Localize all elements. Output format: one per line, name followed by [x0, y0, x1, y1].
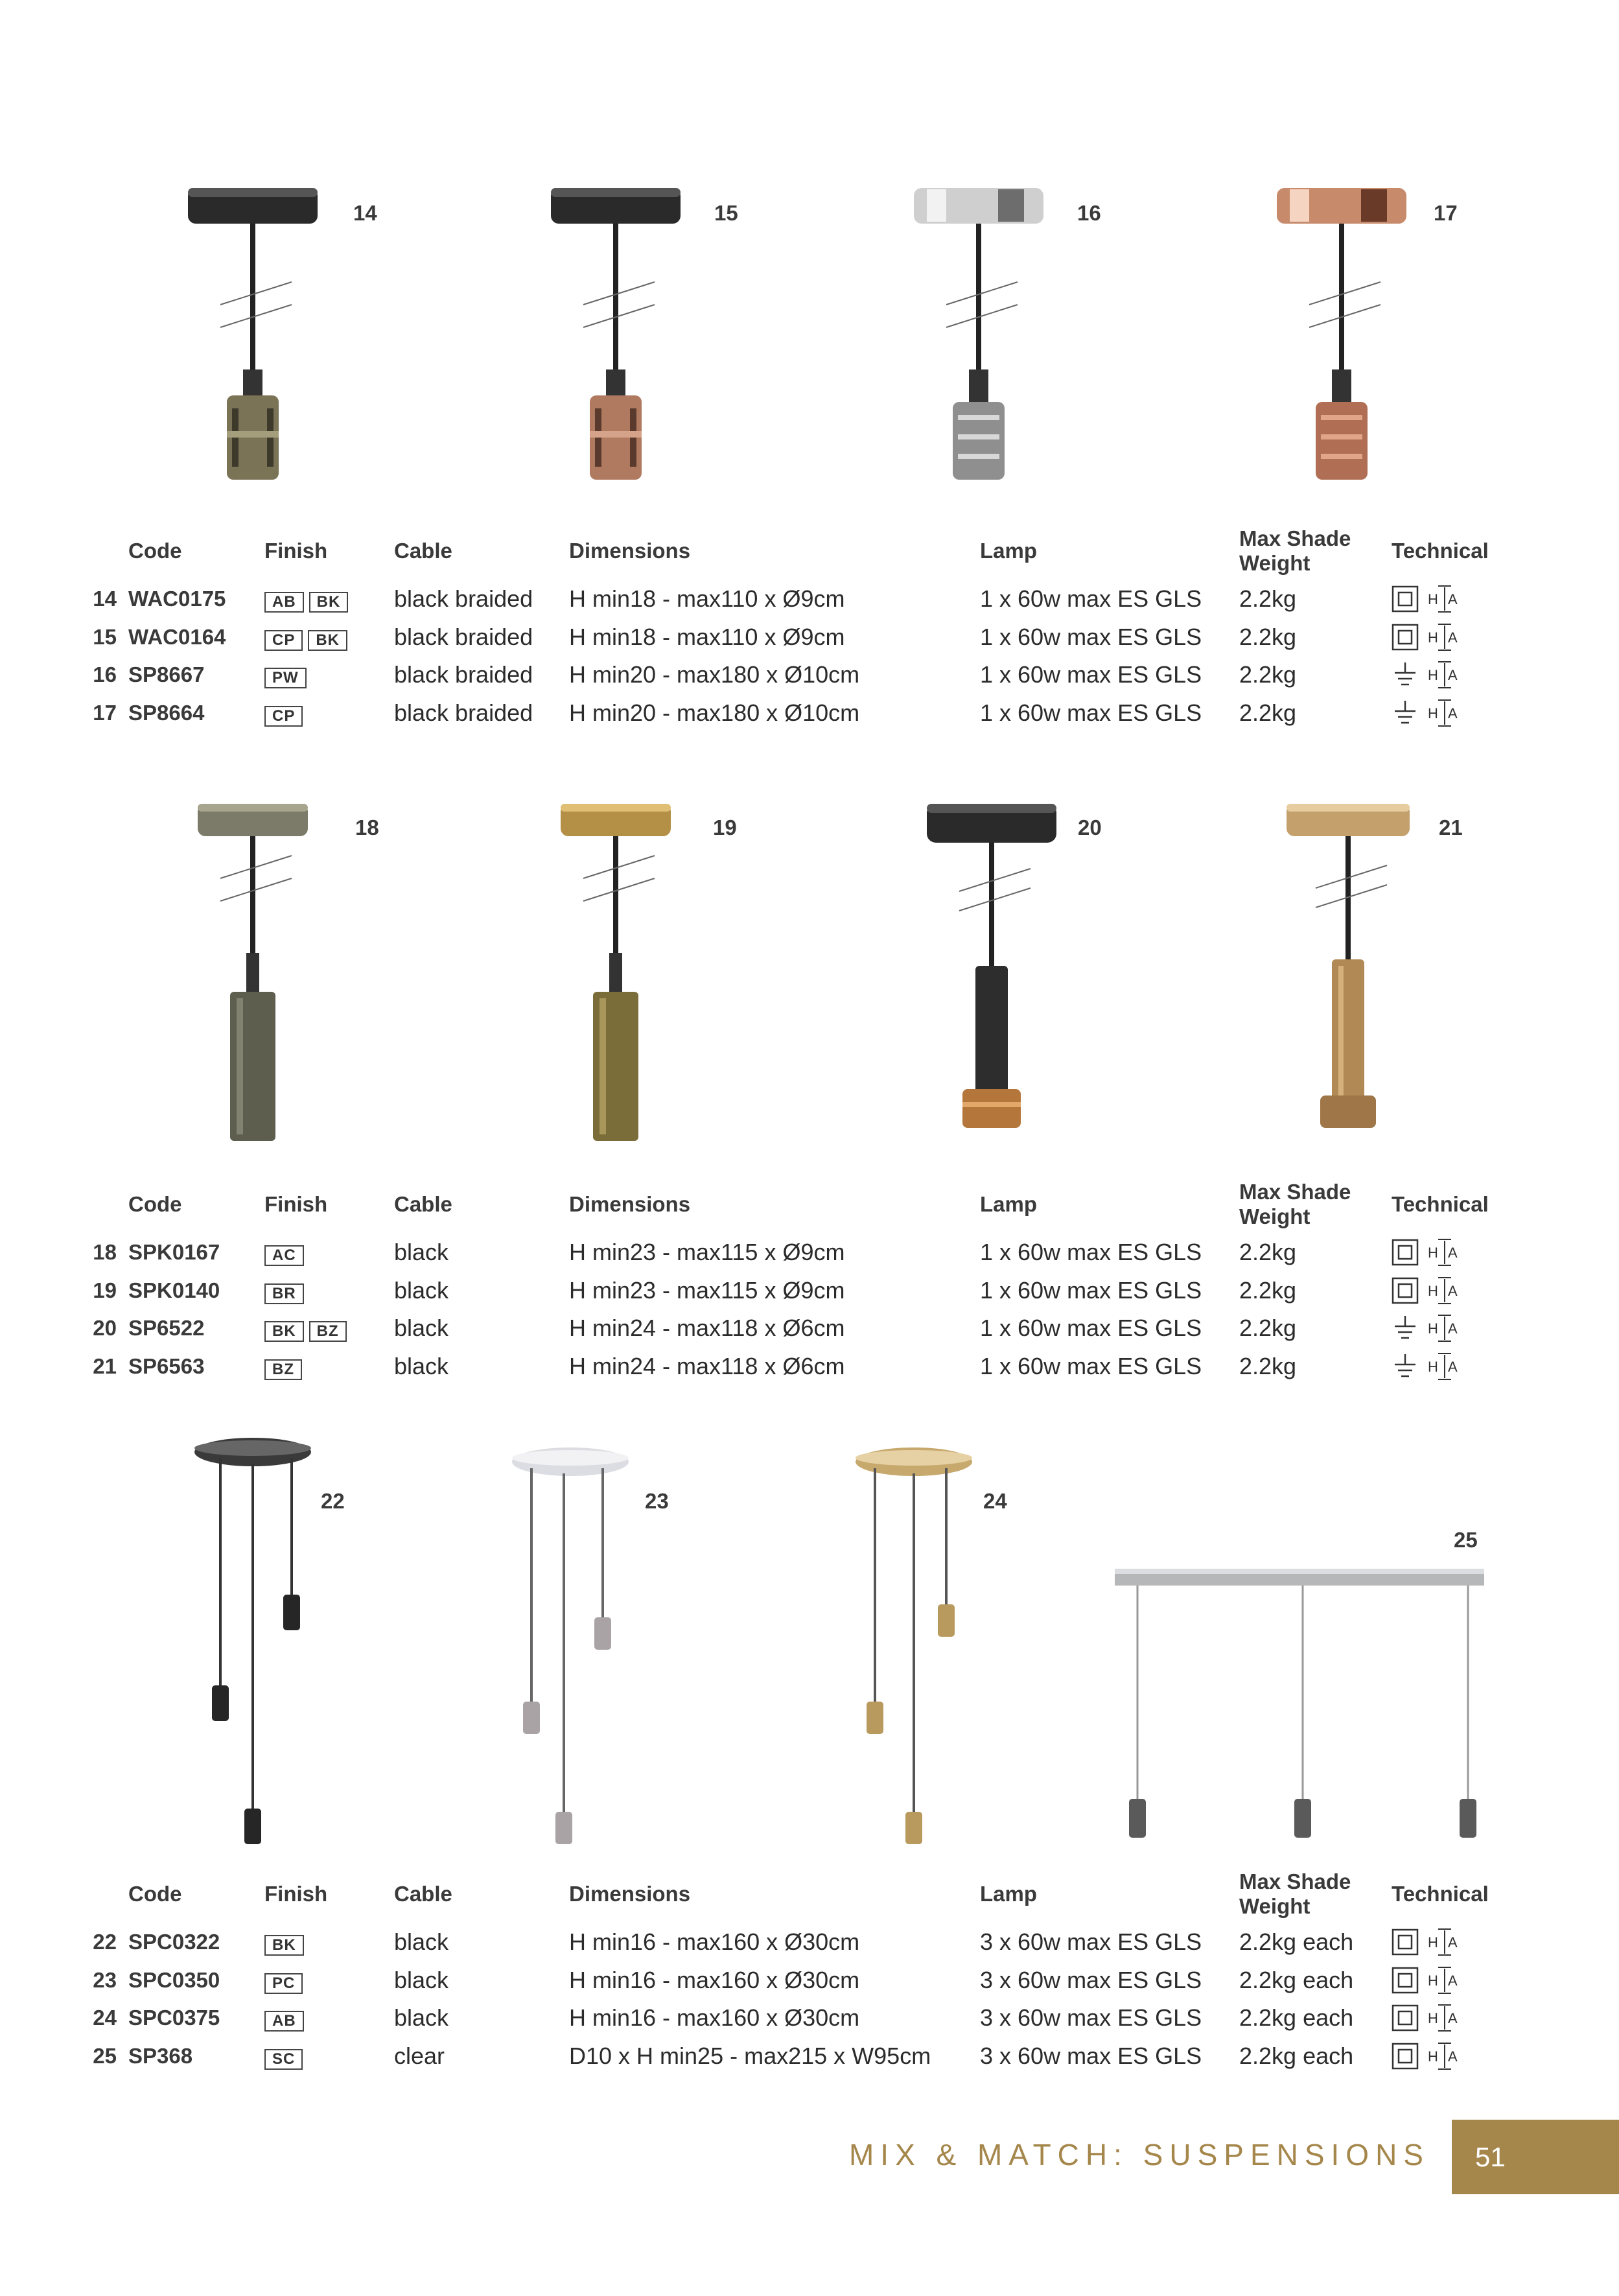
technical-cell [1392, 2037, 1530, 2076]
row-number: 19 [93, 1278, 117, 1302]
height-adjustable-icon [1427, 1965, 1471, 1992]
cable-cell: black braided [394, 585, 533, 613]
product-photo-18 [162, 784, 344, 1147]
weight-cell: 2.2kg [1239, 1315, 1297, 1342]
product-photo-16 [888, 175, 1069, 506]
height-adjustable-icon [1427, 1927, 1471, 1954]
height-adjustable-icon [1427, 2003, 1471, 2030]
dimensions-cell: H min24 - max118 x Ø6cm [569, 1352, 845, 1379]
header-lamp: Lamp [980, 1882, 1038, 1906]
header-cable: Cable [394, 1882, 452, 1906]
finish-badge: AB [264, 592, 304, 613]
header-code: Code [128, 539, 182, 563]
cable-cell: clear [394, 2042, 445, 2069]
svg-text:H: H [1428, 667, 1438, 684]
dimensions-cell: H min16 - max160 x Ø30cm [569, 1928, 860, 1956]
table-row [78, 580, 1530, 618]
svg-text:H: H [1428, 2048, 1438, 2065]
svg-text:H: H [1428, 2010, 1438, 2027]
technical-cell [1392, 1309, 1530, 1348]
product-photo-20 [901, 784, 1082, 1147]
cable-cell: black [394, 1315, 449, 1342]
header-code: Code [128, 1882, 182, 1906]
header-dimensions: Dimensions [569, 1882, 691, 1906]
photo-number-16: 16 [1077, 201, 1101, 225]
finish-badge: PC [264, 1973, 303, 1994]
header-max-shade-weight: Max Shade Weight [1239, 1180, 1351, 1228]
svg-text:H: H [1428, 1282, 1438, 1299]
dimensions-cell: H min16 - max160 x Ø30cm [569, 2004, 860, 2032]
header-max-shade-weight: Max Shade Weight [1239, 1869, 1351, 1918]
dimensions-cell: H min23 - max115 x Ø9cm [569, 1276, 845, 1304]
product-photo-25 [1108, 1559, 1484, 1844]
class2-icon [1392, 1276, 1427, 1302]
table-body [78, 580, 1530, 732]
weight-cell: 2.2kg [1239, 623, 1297, 650]
technical-cell [1392, 656, 1530, 694]
photo-number-18: 18 [355, 815, 379, 839]
finish-badge: BK [264, 1935, 304, 1956]
photo-number-17: 17 [1434, 201, 1458, 225]
photo-number-14: 14 [353, 201, 377, 225]
photo-number-21: 21 [1439, 815, 1463, 839]
finish-cell [264, 1309, 394, 1348]
svg-text:H: H [1428, 705, 1438, 721]
svg-text:A: A [1448, 705, 1458, 721]
technical-cell [1392, 694, 1530, 732]
weight-cell: 2.2kg [1239, 699, 1297, 726]
svg-text:A: A [1448, 629, 1458, 646]
finish-cell [264, 618, 394, 657]
finish-badge: BZ [264, 1359, 302, 1380]
lamp-cell: 3 x 60w max ES GLS [980, 1928, 1202, 1956]
table-row [78, 1234, 1530, 1272]
lamp-cell: 1 x 60w max ES GLS [980, 1352, 1202, 1379]
technical-cell [1392, 618, 1530, 657]
header-dimensions: Dimensions [569, 1192, 691, 1216]
technical-cell [1392, 1923, 1530, 1962]
row-number: 25 [93, 2043, 117, 2068]
table-row [78, 2037, 1530, 2076]
lamp-cell: 3 x 60w max ES GLS [980, 1966, 1202, 1993]
cable-cell: black braided [394, 699, 533, 726]
weight-cell: 2.2kg each [1239, 2042, 1354, 2069]
table-row [78, 1999, 1530, 2037]
svg-text:A: A [1448, 1934, 1458, 1951]
product-photo-24 [849, 1442, 979, 1844]
technical-cell [1392, 1272, 1530, 1310]
height-adjustable-icon [1427, 584, 1471, 611]
svg-text:H: H [1428, 629, 1438, 646]
svg-text:A: A [1448, 2010, 1458, 2027]
row-number: 14 [93, 587, 117, 611]
product-code: SPK0167 [128, 1240, 220, 1265]
table-row [78, 1923, 1530, 1962]
row-number: 20 [93, 1316, 117, 1341]
height-adjustable-icon [1427, 622, 1471, 649]
photo-number-24: 24 [983, 1489, 1007, 1513]
product-photo-17 [1251, 175, 1432, 506]
weight-cell: 2.2kg [1239, 1352, 1297, 1379]
header-cable: Cable [394, 1192, 452, 1216]
class2-icon [1392, 622, 1427, 649]
header-lamp: Lamp [980, 539, 1038, 563]
dimensions-cell: D10 x H min25 - max215 x W95cm [569, 2042, 931, 2069]
class2-icon [1392, 1237, 1427, 1264]
finish-badge: PW [264, 668, 307, 688]
earth-icon [1392, 698, 1427, 725]
product-photo-14 [162, 175, 344, 506]
lamp-cell: 1 x 60w max ES GLS [980, 623, 1202, 650]
finish-cell [264, 1234, 394, 1272]
product-code: SP6563 [128, 1353, 205, 1378]
table-row [78, 656, 1530, 694]
header-technical: Technical [1392, 539, 1489, 563]
dimensions-cell: H min18 - max110 x Ø9cm [569, 623, 845, 650]
product-code: SP6522 [128, 1316, 205, 1341]
technical-cell [1392, 1234, 1530, 1272]
svg-text:A: A [1448, 2048, 1458, 2065]
row-number: 24 [93, 2006, 117, 2030]
svg-text:H: H [1428, 591, 1438, 608]
lamp-cell: 1 x 60w max ES GLS [980, 1239, 1202, 1266]
height-adjustable-icon [1427, 2041, 1471, 2068]
technical-cell [1392, 1348, 1530, 1386]
technical-cell [1392, 580, 1530, 618]
class2-icon [1392, 584, 1427, 611]
dimensions-cell: H min16 - max160 x Ø30cm [569, 1966, 860, 1993]
product-code: SP8664 [128, 700, 205, 725]
product-code: SPC0350 [128, 1967, 220, 1992]
lamp-cell: 1 x 60w max ES GLS [980, 1276, 1202, 1304]
finish-badge: SC [264, 2049, 303, 2070]
height-adjustable-icon [1427, 1352, 1471, 1378]
cable-cell: black [394, 1966, 449, 1993]
class2-icon [1392, 1965, 1427, 1992]
cable-cell: black braided [394, 661, 533, 688]
header-finish: Finish [264, 539, 328, 563]
header-code: Code [128, 1192, 182, 1216]
header-finish: Finish [264, 1192, 328, 1216]
photo-number-25: 25 [1454, 1528, 1478, 1552]
cable-cell: black [394, 1276, 449, 1304]
svg-text:A: A [1448, 667, 1458, 684]
class2-icon [1392, 2041, 1427, 2068]
spec-table-3 [78, 1865, 1530, 2075]
svg-text:A: A [1448, 1282, 1458, 1299]
height-adjustable-icon [1427, 660, 1471, 686]
product-photo-23 [506, 1442, 635, 1844]
table-row [78, 1272, 1530, 1310]
finish-cell [264, 694, 394, 732]
finish-cell [264, 1962, 394, 2000]
weight-cell: 2.2kg [1239, 1239, 1297, 1266]
dimensions-cell: H min24 - max118 x Ø6cm [569, 1315, 845, 1342]
product-code: SPC0322 [128, 1930, 220, 1954]
table-row [78, 1962, 1530, 2000]
svg-text:H: H [1428, 1934, 1438, 1951]
finish-badge: CP [264, 630, 303, 651]
product-photo-19 [525, 784, 706, 1147]
dimensions-cell: H min23 - max115 x Ø9cm [569, 1239, 845, 1266]
page-number: 51 [1452, 2120, 1619, 2194]
spec-table-2 [78, 1175, 1530, 1385]
spec-table-1 [78, 522, 1530, 732]
row-number: 22 [93, 1930, 117, 1954]
dimensions-cell: H min20 - max180 x Ø10cm [569, 699, 860, 726]
header-dimensions: Dimensions [569, 539, 691, 563]
finish-badge: BZ [309, 1321, 347, 1342]
height-adjustable-icon [1427, 1237, 1471, 1264]
table-row [78, 1348, 1530, 1386]
cable-cell: black [394, 1352, 449, 1379]
finish-badge: BK [264, 1321, 304, 1342]
photo-number-22: 22 [321, 1489, 345, 1513]
lamp-cell: 1 x 60w max ES GLS [980, 1315, 1202, 1342]
weight-cell: 2.2kg each [1239, 2004, 1354, 2032]
svg-text:H: H [1428, 1358, 1438, 1375]
row-number: 17 [93, 700, 117, 725]
earth-icon [1392, 660, 1427, 686]
product-code: SP368 [128, 2043, 193, 2068]
finish-cell [264, 1923, 394, 1962]
dimensions-cell: H min20 - max180 x Ø10cm [569, 661, 860, 688]
table-row [78, 618, 1530, 657]
cable-cell: black [394, 2004, 449, 2032]
weight-cell: 2.2kg [1239, 661, 1297, 688]
svg-text:H: H [1428, 1320, 1438, 1337]
svg-text:H: H [1428, 1245, 1438, 1261]
svg-text:A: A [1448, 1320, 1458, 1337]
dimensions-cell: H min18 - max110 x Ø9cm [569, 585, 845, 613]
class2-icon [1392, 1927, 1427, 1954]
photo-number-15: 15 [714, 201, 738, 225]
header-max-shade-weight: Max Shade Weight [1239, 526, 1351, 575]
header-lamp: Lamp [980, 1192, 1038, 1216]
row-number: 21 [93, 1353, 117, 1378]
finish-cell [264, 1999, 394, 2037]
weight-cell: 2.2kg [1239, 1276, 1297, 1304]
svg-text:A: A [1448, 1972, 1458, 1989]
row-number: 18 [93, 1240, 117, 1265]
photo-number-20: 20 [1078, 815, 1102, 839]
height-adjustable-icon [1427, 698, 1471, 725]
lamp-cell: 1 x 60w max ES GLS [980, 699, 1202, 726]
product-photo-21 [1257, 784, 1439, 1147]
height-adjustable-icon [1427, 1276, 1471, 1302]
photo-number-23: 23 [645, 1489, 669, 1513]
photo-number-19: 19 [713, 815, 737, 839]
finish-badge: BR [264, 1283, 304, 1304]
svg-text:A: A [1448, 1358, 1458, 1375]
technical-cell [1392, 1962, 1530, 2000]
weight-cell: 2.2kg each [1239, 1966, 1354, 1993]
product-code: WAC0164 [128, 624, 226, 649]
table-row [78, 1309, 1530, 1348]
row-number: 23 [93, 1967, 117, 1992]
product-code: SP8667 [128, 662, 205, 687]
cable-cell: black [394, 1239, 449, 1266]
row-number: 16 [93, 662, 117, 687]
lamp-cell: 1 x 60w max ES GLS [980, 661, 1202, 688]
finish-cell [264, 2037, 394, 2076]
lamp-cell: 3 x 60w max ES GLS [980, 2042, 1202, 2069]
finish-badge: AB [264, 2011, 304, 2032]
header-technical: Technical [1392, 1882, 1489, 1906]
row-number: 15 [93, 624, 117, 649]
weight-cell: 2.2kg [1239, 585, 1297, 613]
table-row [78, 694, 1530, 732]
weight-cell: 2.2kg each [1239, 1928, 1354, 1956]
svg-text:A: A [1448, 591, 1458, 608]
finish-cell [264, 1348, 394, 1386]
cable-cell: black braided [394, 623, 533, 650]
header-cable: Cable [394, 539, 452, 563]
lamp-cell: 3 x 60w max ES GLS [980, 2004, 1202, 2032]
technical-cell [1392, 1999, 1530, 2037]
table-body [78, 1923, 1530, 2075]
product-code: SPK0140 [128, 1278, 220, 1302]
product-photo-15 [525, 175, 706, 506]
earth-icon [1392, 1352, 1427, 1378]
header-technical: Technical [1392, 1192, 1489, 1216]
header-finish: Finish [264, 1882, 328, 1906]
table-body [78, 1234, 1530, 1385]
class2-icon [1392, 2003, 1427, 2030]
footer-section-title: MIX & MATCH: SUSPENSIONS [848, 2138, 1430, 2172]
finish-cell [264, 656, 394, 694]
finish-badge: CP [264, 706, 303, 727]
finish-badge: AC [264, 1245, 304, 1266]
earth-icon [1392, 1313, 1427, 1340]
finish-cell [264, 580, 394, 618]
finish-badge: BK [308, 630, 347, 651]
cable-cell: black [394, 1928, 449, 1956]
height-adjustable-icon [1427, 1313, 1471, 1340]
finish-badge: BK [309, 592, 349, 613]
product-photo-22 [188, 1433, 318, 1847]
product-code: WAC0175 [128, 587, 226, 611]
svg-text:A: A [1448, 1245, 1458, 1261]
lamp-cell: 1 x 60w max ES GLS [980, 585, 1202, 613]
svg-text:H: H [1428, 1972, 1438, 1989]
finish-cell [264, 1272, 394, 1310]
product-code: SPC0375 [128, 2006, 220, 2030]
